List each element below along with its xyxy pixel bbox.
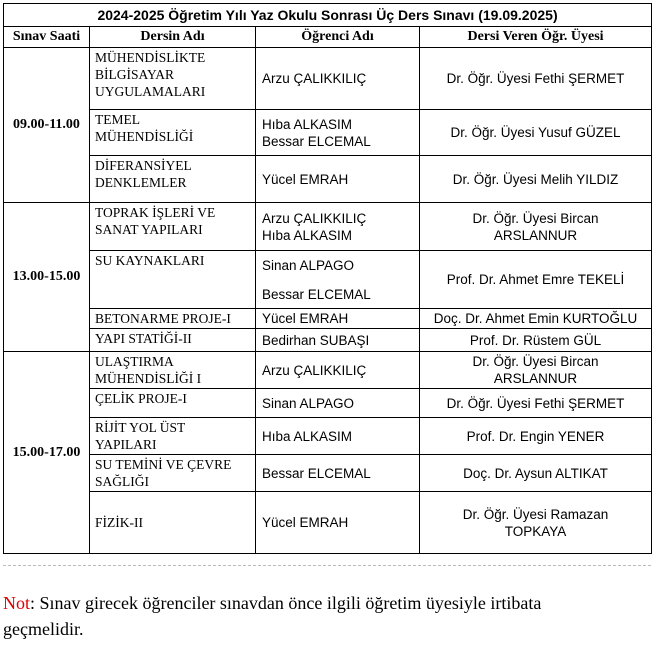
- course-name-cell-line: SAĞLIĞI: [95, 474, 149, 489]
- note-label: Not: [3, 593, 30, 613]
- instructor-cell-line: Dr. Öğr. Üyesi Yusuf GÜZEL: [450, 125, 621, 140]
- course-name-cell: [90, 455, 256, 492]
- instructor-cell: [420, 352, 652, 389]
- table-row: [4, 418, 652, 455]
- student-name-cell-line: Bessar ELCEMAL: [262, 465, 371, 481]
- course-name-cell-line: UYGULAMALARI: [95, 84, 206, 99]
- instructor-cell: [420, 455, 652, 492]
- instructor-cell-line: Dr. Öğr. Üyesi Fethi ŞERMET: [446, 395, 625, 411]
- instructor-cell: [420, 156, 652, 203]
- student-name-cell: [256, 329, 420, 352]
- student-name-cell-line: Hıba ALKASIM: [262, 227, 353, 243]
- course-name-cell-line: SANAT YAPILARI: [95, 222, 203, 237]
- course-name-cell-line: MÜHENDİSLİĞİ: [95, 129, 194, 144]
- table-row: [4, 110, 652, 156]
- course-name-cell: [90, 389, 256, 418]
- course-name-cell: [90, 156, 256, 203]
- student-name-cell: [256, 309, 420, 329]
- student-name-cell: [256, 156, 420, 203]
- course-name-cell: [90, 110, 256, 156]
- exam-time-cell: 09.00-11.00: [4, 48, 90, 203]
- course-name-cell-line: DİFERANSİYEL: [95, 158, 192, 173]
- student-name-cell: [256, 48, 420, 110]
- table-row: [4, 352, 652, 389]
- course-name-cell-line: ULAŞTIRMA: [95, 354, 174, 369]
- instructor-cell: [420, 251, 652, 309]
- student-name-cell-line: Arzu ÇALIKKILIÇ: [262, 362, 367, 378]
- course-name-cell-line: SU KAYNAKLARI: [95, 253, 205, 268]
- header-instructor-label: Dersi Veren Öğr. Üyesi: [467, 29, 604, 44]
- student-name-cell-line: Arzu ÇALIKKILIÇ: [262, 71, 367, 86]
- header-course-name: Dersin Adı: [90, 27, 256, 48]
- instructor-cell-line: ARSLANNUR: [493, 227, 578, 243]
- course-name-cell: [90, 329, 256, 352]
- course-name-cell: [90, 352, 256, 389]
- course-name-cell-line: FİZİK-II: [95, 515, 143, 530]
- table-row: [4, 309, 652, 329]
- instructor-cell: [420, 492, 652, 554]
- table-row: [4, 389, 652, 418]
- student-name-cell: [256, 203, 420, 251]
- student-name-cell-line: Hıba ALKASIM: [262, 116, 353, 132]
- course-name-cell-line: MÜHENDİSLİKTE: [95, 50, 206, 65]
- student-name-cell: [256, 418, 420, 455]
- table-row: [4, 329, 652, 352]
- table-row: [4, 492, 652, 554]
- course-name-cell-line: DENKLEMLER: [95, 175, 187, 190]
- table-row: [4, 251, 652, 309]
- course-name-cell-line: SU TEMİNİ VE ÇEVRE: [95, 457, 232, 472]
- course-name-cell: [90, 48, 256, 110]
- course-name-cell: [90, 251, 256, 309]
- table-title: 2024-2025 Öğretim Yılı Yaz Okulu Sonrası Üç Ders Sınavı (19.09.2025): [4, 4, 652, 27]
- student-name-cell-line: Arzu ÇALIKKILIÇ: [262, 210, 367, 226]
- instructor-cell-line: TOPKAYA: [504, 523, 567, 539]
- student-name-cell-line: Yücel EMRAH: [262, 515, 349, 530]
- instructor-cell-line: Doç. Dr. Aysun ALTIKAT: [463, 465, 608, 481]
- course-name-cell: [90, 309, 256, 329]
- exam-schedule-table: [3, 3, 652, 554]
- table-row: [4, 48, 652, 110]
- instructor-cell-line: Dr. Öğr. Üyesi Bircan: [472, 354, 599, 369]
- student-name-cell-line: Yücel EMRAH: [262, 171, 349, 187]
- course-name-cell-line: YAPI STATİĞİ-II: [95, 331, 192, 346]
- instructor-cell-line: ARSLANNUR: [493, 371, 578, 386]
- student-name-cell: [256, 455, 420, 492]
- header-instructor: [420, 27, 652, 48]
- table-row: [4, 455, 652, 492]
- course-name-cell-line: BETONARME PROJE-I: [95, 311, 231, 326]
- instructor-cell: [420, 418, 652, 455]
- instructor-cell-line: Dr. Öğr. Üyesi Ramazan: [462, 506, 609, 522]
- instructor-cell-line: Dr. Öğr. Üyesi Fethi ŞERMET: [446, 71, 625, 86]
- table-row: [4, 156, 652, 203]
- student-name-cell-line: Bessar ELCEMAL: [262, 133, 371, 149]
- header-exam-time: Sınav Saati: [4, 27, 90, 48]
- page-divider: [3, 565, 651, 566]
- instructor-cell-line: Dr. Öğr. Üyesi Bircan: [472, 210, 599, 226]
- student-name-cell-line: Bessar ELCEMAL: [262, 286, 371, 302]
- instructor-cell-line: Prof. Dr. Engin YENER: [466, 428, 605, 444]
- student-name-cell: [256, 110, 420, 156]
- student-name-cell: [256, 389, 420, 418]
- student-name-cell: [256, 352, 420, 389]
- course-name-cell-line: MÜHENDİSLİĞİ I: [95, 371, 202, 386]
- note-paragraph: [3, 590, 603, 642]
- exam-time-cell: 15.00-17.00: [4, 352, 90, 554]
- course-name-cell: [90, 203, 256, 251]
- student-name-cell-line: Sinan ALPAGO: [262, 395, 355, 411]
- instructor-cell-line: Prof. Dr. Rüstem GÜL: [469, 332, 602, 348]
- student-name-cell-line: Yücel EMRAH: [262, 311, 349, 326]
- instructor-cell: [420, 203, 652, 251]
- note-text: : Sınav girecek öğrenciler sınavdan önce ilgili öğretim üyesiyle irtibata geçmelidir.: [3, 593, 542, 639]
- instructor-cell: [420, 48, 652, 110]
- course-name-cell-line: RİJİT YOL ÜST: [95, 420, 186, 435]
- instructor-cell-line: Dr. Öğr. Üyesi Melih YILDIZ: [452, 171, 619, 187]
- student-name-cell-line: Sinan ALPAGO: [262, 257, 355, 273]
- course-name-cell-line: YAPILARI: [95, 437, 157, 452]
- course-name-cell: [90, 492, 256, 554]
- instructor-cell: [420, 389, 652, 418]
- schedule-body: [4, 48, 652, 554]
- instructor-cell: [420, 329, 652, 352]
- course-name-cell-line: TOPRAK İŞLERİ VE: [95, 205, 216, 220]
- student-name-cell: [256, 492, 420, 554]
- instructor-cell-line: Doç. Dr. Ahmet Emin KURTOĞLU: [433, 311, 638, 326]
- student-name-cell-line: Bedirhan SUBAŞI: [262, 332, 370, 348]
- table-row: [4, 203, 652, 251]
- instructor-cell: [420, 309, 652, 329]
- exam-time-cell: 13.00-15.00: [4, 203, 90, 352]
- student-name-cell: [256, 251, 420, 309]
- course-name-cell-line: TEMEL: [95, 112, 140, 127]
- header-student-name: Öğrenci Adı: [256, 27, 420, 48]
- student-name-cell-line: Hıba ALKASIM: [262, 428, 353, 444]
- course-name-cell-line: ÇELİK PROJE-I: [95, 391, 187, 406]
- course-name-cell-line: BİLGİSAYAR: [95, 67, 175, 82]
- course-name-cell: [90, 418, 256, 455]
- instructor-cell: [420, 110, 652, 156]
- instructor-cell-line: Prof. Dr. Ahmet Emre TEKELİ: [446, 272, 625, 287]
